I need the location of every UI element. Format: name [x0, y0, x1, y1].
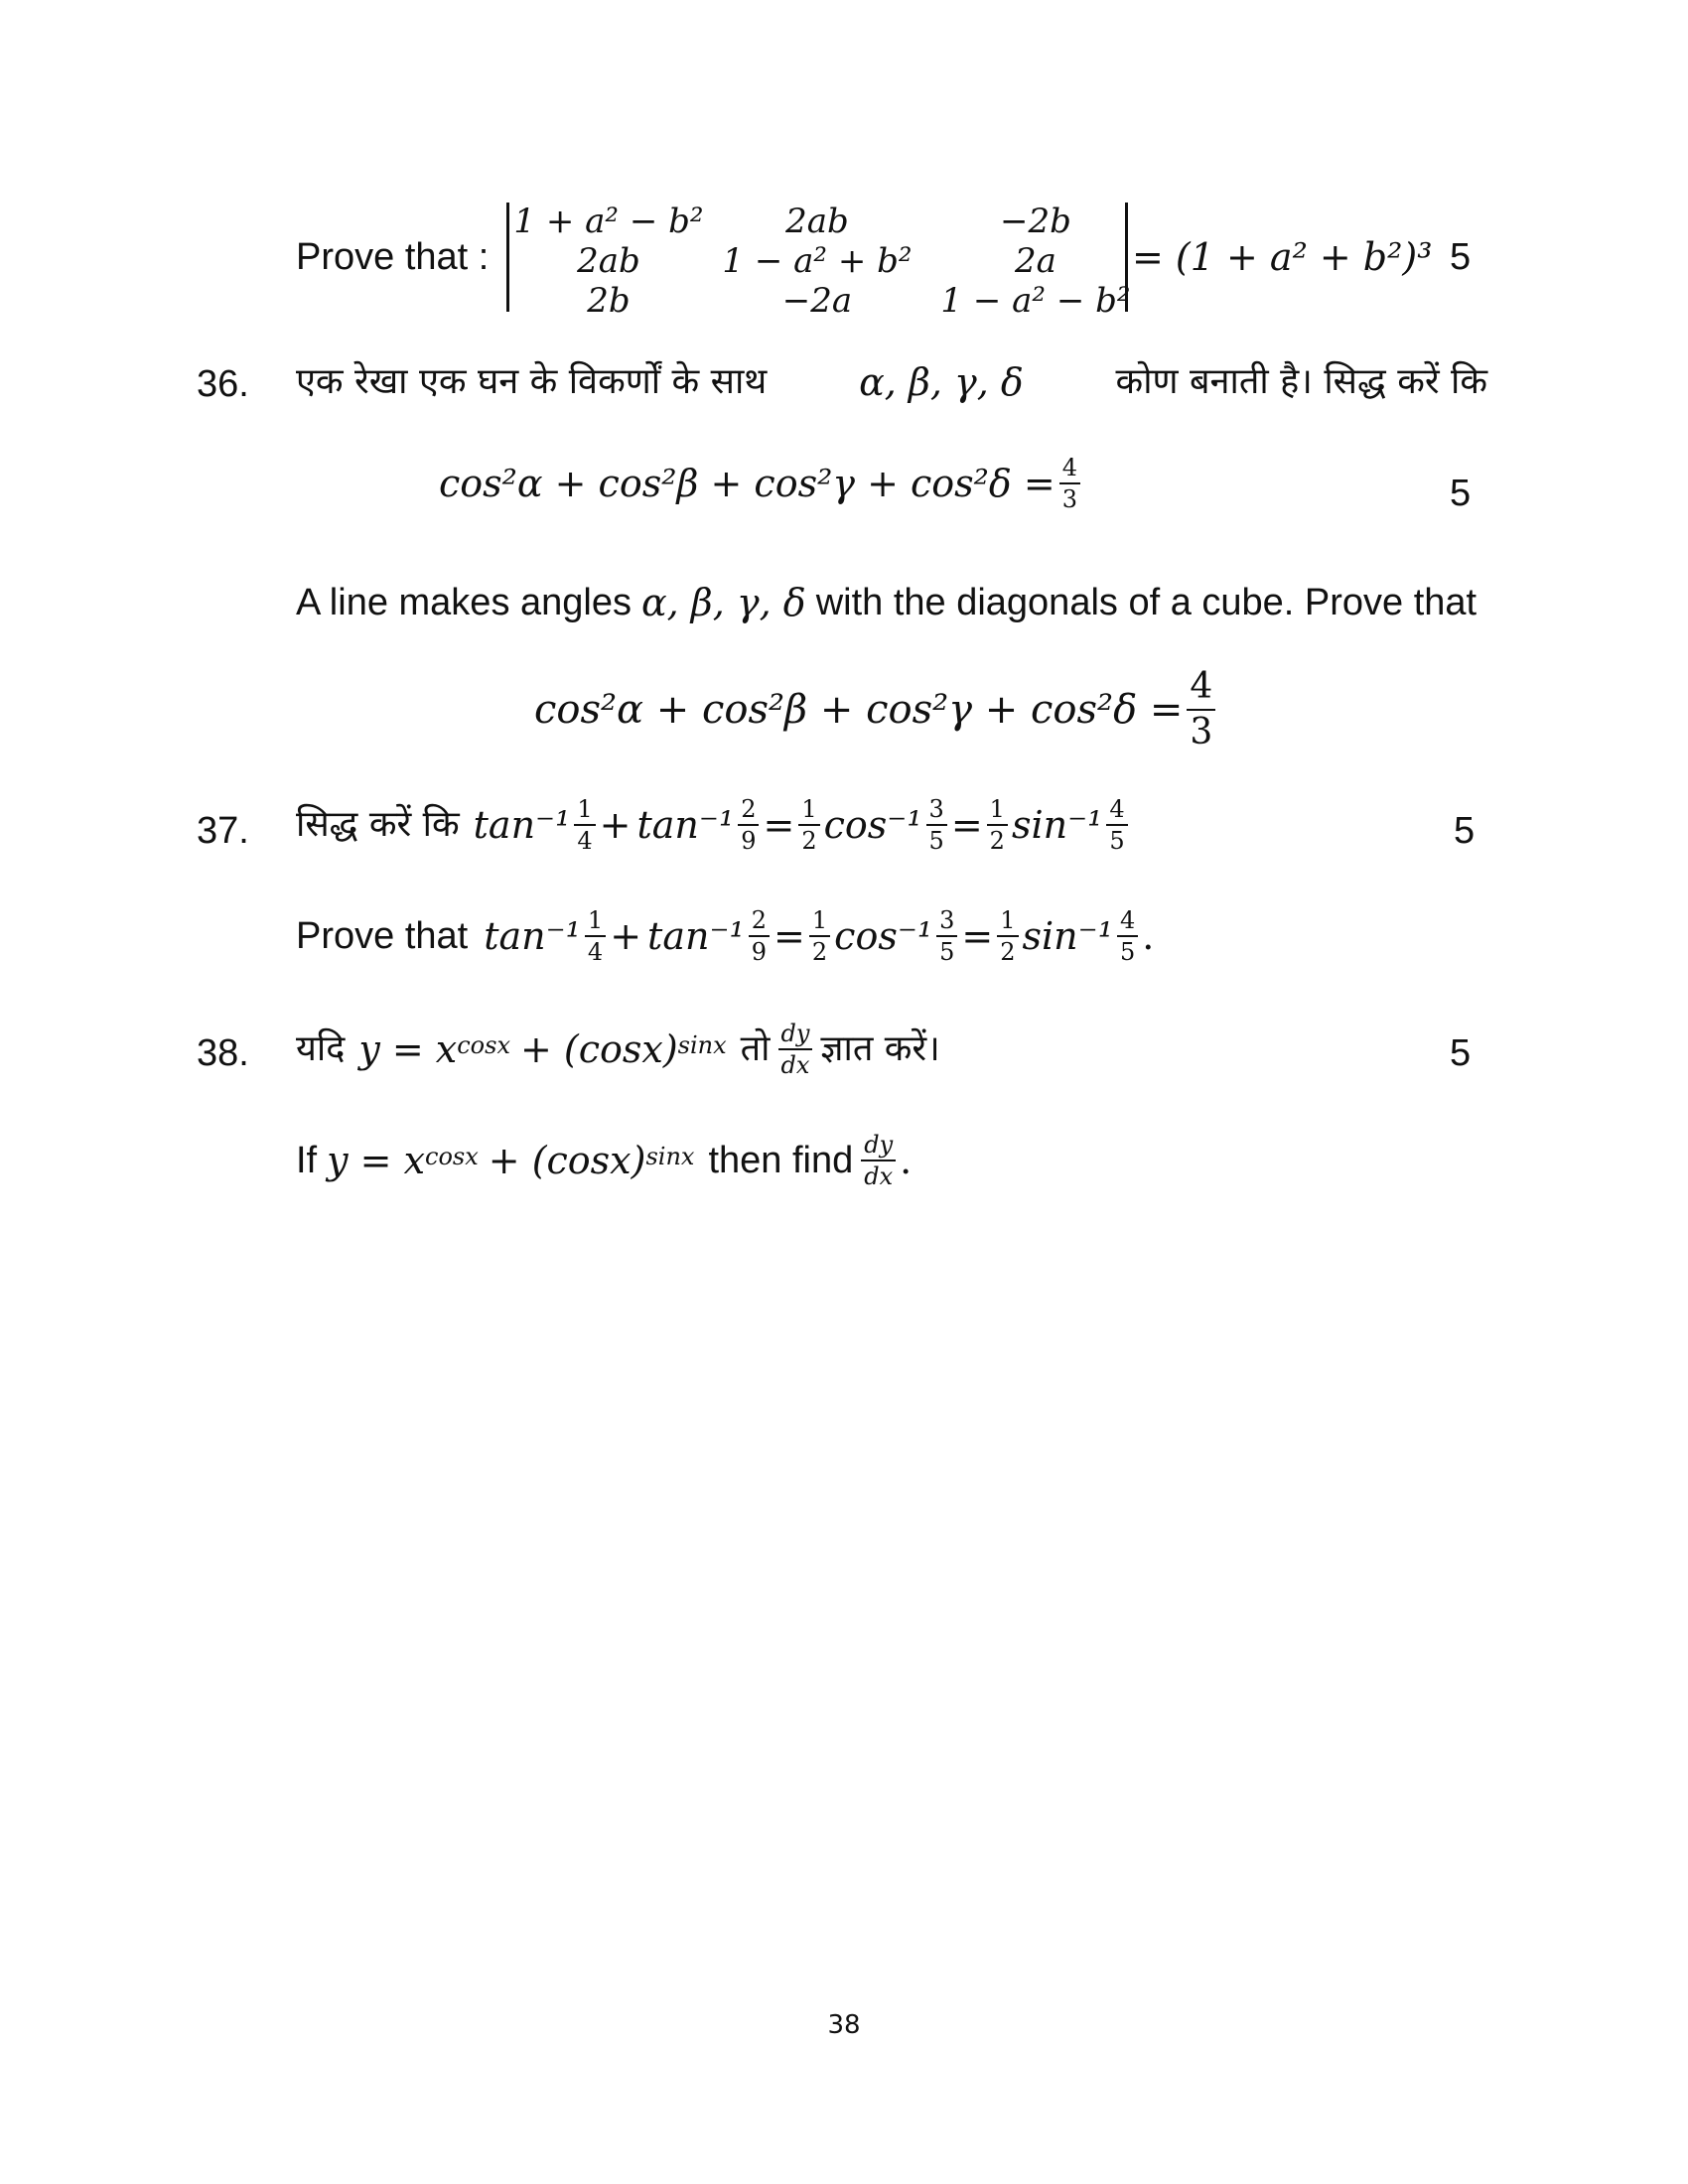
- q37-hindi-line: [296, 796, 1132, 855]
- fraction-numerator: dy: [778, 1021, 813, 1050]
- q37-frac-1-2b: [987, 796, 1008, 855]
- matrix-cell-r3c3: 1 − a² − b²: [940, 281, 1131, 321]
- q38-equation-y: y = x: [327, 1139, 426, 1183]
- q38-sup-cosx: cosx: [457, 1031, 510, 1060]
- fraction-denominator: 2: [989, 827, 1005, 856]
- fraction-numerator: 2: [738, 796, 759, 826]
- matrix-cell-r1c2: 2ab: [785, 202, 849, 241]
- q36-marks: 5: [1450, 473, 1472, 514]
- fraction-denominator: 5: [939, 938, 955, 967]
- fraction-denominator: 2: [1000, 938, 1016, 967]
- matrix-cell-r1c1: 1 + a² − b²: [513, 202, 704, 241]
- q36-english-line: [296, 581, 1477, 624]
- q36-english-tail: with the diagonals of a cube. Prove that: [815, 582, 1477, 623]
- matrix-cell-r3c1: 2b: [587, 281, 631, 321]
- q37-frac-1-2: [798, 796, 819, 855]
- fraction-numerator: 2: [749, 907, 770, 937]
- fraction-denominator: dx: [780, 1051, 810, 1080]
- q38-sup-sinx: sinx: [677, 1031, 727, 1060]
- q37-frac-1-2: [809, 907, 830, 966]
- q38-equation-y: y = x: [358, 1027, 458, 1072]
- fraction-denominator: 4: [587, 938, 604, 967]
- q37-frac-1-2b: [997, 907, 1018, 966]
- q35-prove-label: Prove that :: [296, 236, 490, 278]
- q38-hindi-find: ज्ञात करें।: [820, 1028, 940, 1070]
- plus-sign: +: [610, 914, 642, 959]
- q37-frac-3-5: [926, 796, 947, 855]
- q37-number: 37.: [197, 810, 249, 852]
- fraction-denominator: 5: [1119, 938, 1136, 967]
- fraction-numerator: 1: [574, 796, 595, 826]
- fraction-denominator: 3: [1061, 485, 1077, 514]
- equals-sign: =: [774, 914, 805, 959]
- plus-sign: +: [599, 803, 632, 848]
- equals-sign: =: [950, 803, 983, 848]
- fraction-numerator: 1: [987, 796, 1008, 826]
- q37-marks: 5: [1454, 810, 1476, 852]
- q36-fraction-large: [1187, 667, 1215, 751]
- q38-marks: 5: [1450, 1032, 1472, 1074]
- q37-term-tan2: tan⁻¹: [647, 914, 745, 959]
- fraction-denominator: 4: [577, 827, 593, 856]
- fraction-denominator: 9: [751, 938, 768, 967]
- q36-number: 36.: [197, 363, 249, 405]
- q36-fraction: [1059, 455, 1080, 513]
- fraction-numerator: dy: [861, 1132, 896, 1161]
- q38-equation-mid: + (cosx): [519, 1027, 678, 1072]
- fraction-denominator: 2: [801, 827, 817, 856]
- fraction-numerator: 1: [798, 796, 819, 826]
- fraction-numerator: 3: [936, 907, 957, 937]
- page-number: 38: [827, 2010, 861, 2040]
- fraction-numerator: 1: [809, 907, 830, 937]
- q36-hindi-angles: α, β, γ, δ: [859, 360, 1024, 404]
- fraction-numerator: 4: [1059, 455, 1080, 484]
- q38-hindi-then: तो: [740, 1028, 771, 1070]
- q36-hindi-text: एक रेखा एक घन के विकर्णों के साथ: [296, 361, 768, 402]
- fraction-numerator: 4: [1187, 667, 1215, 711]
- end-period: .: [900, 1139, 913, 1183]
- determinant: [506, 202, 1131, 321]
- q38-sup-sinx: sinx: [645, 1143, 695, 1171]
- q38-derivative: [861, 1132, 896, 1190]
- q37-frac-1-4: [585, 907, 606, 966]
- fraction-numerator: 1: [997, 907, 1018, 937]
- end-period: .: [1142, 914, 1155, 959]
- q37-term-sin: sin⁻¹: [1022, 914, 1113, 959]
- q38-derivative: [778, 1021, 813, 1079]
- q37-frac-1-4: [574, 796, 595, 855]
- q36-hindi-tail: कोण बनाती है। सिद्ध करें कि: [1115, 361, 1487, 402]
- q38-equation-mid: + (cosx): [488, 1139, 646, 1183]
- q37-frac-2-9: [738, 796, 759, 855]
- q38-english-if: If: [296, 1140, 318, 1182]
- fraction-numerator: 3: [926, 796, 947, 826]
- q38-number: 38.: [197, 1032, 249, 1074]
- matrix-cell-r2c1: 2ab: [577, 241, 640, 281]
- matrix-cell-r2c3: 2a: [1015, 241, 1056, 281]
- q37-term-cos: cos⁻¹: [834, 914, 933, 959]
- q35-marks: 5: [1450, 236, 1472, 278]
- fraction-numerator: 4: [1117, 907, 1138, 937]
- q37-english-prefix: Prove that: [296, 915, 469, 958]
- q37-term-cos: cos⁻¹: [823, 803, 922, 848]
- q37-frac-3-5: [936, 907, 957, 966]
- q37-term-tan1: tan⁻¹: [473, 803, 571, 848]
- q35-rhs: = (1 + a² + b²)³: [1132, 235, 1433, 279]
- q37-english-line: [296, 907, 1154, 966]
- q37-term-sin: sin⁻¹: [1011, 803, 1103, 848]
- equals-sign: =: [961, 914, 994, 959]
- q36-equation-hindi: [439, 455, 1084, 513]
- fraction-denominator: 9: [741, 827, 757, 856]
- q36-equation-lhs: cos²α + cos²β + cos²γ + cos²δ =: [439, 462, 1055, 506]
- fraction-denominator: dx: [864, 1162, 894, 1191]
- q36-english-text: A line makes angles: [296, 582, 632, 623]
- matrix-cell-r2c2: 1 − a² + b²: [722, 241, 913, 281]
- q38-hindi-line: [296, 1021, 940, 1079]
- q36-hindi-line: [296, 360, 1487, 404]
- fraction-numerator: 4: [1106, 796, 1127, 826]
- fraction-denominator: 5: [928, 827, 944, 856]
- q37-frac-4-5: [1117, 907, 1138, 966]
- matrix-cell-r1c3: −2b: [1000, 202, 1071, 241]
- q37-term-tan2: tan⁻¹: [636, 803, 735, 848]
- fraction-denominator: 5: [1109, 827, 1125, 856]
- q37-frac-2-9: [749, 907, 770, 966]
- fraction-numerator: 1: [585, 907, 606, 937]
- q38-english-line: [296, 1132, 912, 1190]
- q36-equation2-lhs: cos²α + cos²β + cos²γ + cos²δ =: [534, 686, 1184, 733]
- matrix-cell-r3c2: −2a: [781, 281, 853, 321]
- fraction-denominator: 3: [1190, 711, 1213, 752]
- q36-english-angles: α, β, γ, δ: [640, 581, 806, 624]
- q37-frac-4-5: [1106, 796, 1127, 855]
- equals-sign: =: [763, 803, 795, 848]
- q37-hindi-prefix: सिद्ध करें कि: [296, 804, 460, 846]
- fraction-denominator: 2: [811, 938, 828, 967]
- q38-sup-cosx: cosx: [425, 1143, 479, 1171]
- q36-equation-english: [534, 667, 1219, 751]
- q37-term-tan1: tan⁻¹: [484, 914, 581, 959]
- q38-hindi-if: यदि: [296, 1028, 346, 1070]
- q38-english-then: then find: [708, 1140, 854, 1182]
